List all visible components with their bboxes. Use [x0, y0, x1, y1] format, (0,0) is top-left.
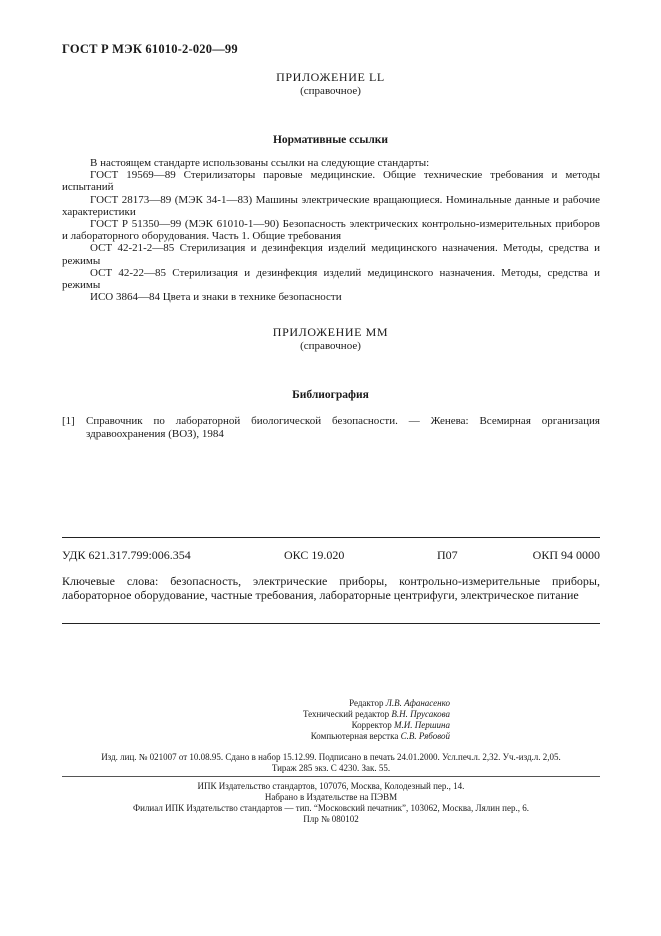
ref-item: ОСТ 42-22—85 Стерилизация и дезинфекция изделий медицинского назначения. Методы, средства и режимы	[62, 266, 600, 292]
group-code: П07	[437, 548, 458, 562]
bibliography-title: Библиография	[292, 389, 369, 401]
credit-role: Корректор	[351, 720, 392, 730]
standard-code-header: ГОСТ Р МЭК 61010-2-020—99	[62, 42, 238, 56]
ref-item: ОСТ 42-21-2—85 Стерилизация и дезинфекция изделий медицинского назначения. Методы, средства и режимы	[62, 242, 600, 267]
bibliography-item-text: Справочник по лабораторной биологической безопасности. — Женева: Всемирная организация здравоохранения (ВОЗ), 1984	[86, 415, 600, 440]
udk-code: УДК 621.317.799:006.354	[62, 548, 191, 562]
ref-item: ИСО 3864—84 Цвета и знаки в технике безопасности	[90, 291, 342, 304]
publisher-info	[62, 781, 600, 825]
credit-role: Редактор	[349, 698, 384, 708]
ref-item: ГОСТ 28173—89 (МЭК 34-1—83) Машины электрические вращающиеся. Номинальные данные и рабочие характеристики	[62, 193, 600, 218]
credit-line	[250, 698, 450, 709]
credit-line	[250, 709, 450, 720]
credit-name: В.Н. Прусакова	[391, 709, 450, 719]
credit-name: М.И. Першина	[394, 720, 450, 730]
publisher-line: Набрано в Издательстве на ПЭВМ	[264, 792, 398, 802]
normative-refs-list	[62, 157, 600, 303]
print-info-line: Изд. лиц. № 021007 от 10.08.95. Сдано в набор 15.12.99. Подписано в печать 24.01.2000. Усл.печ.л. 2,32. Уч.-изд.л. 2,05.	[101, 752, 561, 762]
print-info-line: Тираж 285 экз. С 4230. Зак. 55.	[271, 763, 391, 773]
refs-intro: В настоящем стандарте использованы ссылки на следующие стандарты:	[90, 157, 430, 169]
credit-role: Компьютерная верстка	[310, 731, 399, 741]
annex-mm-heading	[0, 325, 661, 352]
keywords: Ключевые слова: безопасность, электрические приборы, контрольно-измерительные приборы, лабораторное оборудование, частные требования, лабораторные центрифуги, электрическое питание	[62, 574, 600, 602]
bibliography-item-number: [1]	[62, 415, 75, 427]
ref-item: ГОСТ 19569—89 Стерилизаторы паровые медицинские. Общие технические требования и методы испытаний	[62, 169, 600, 194]
bibliography-list	[62, 415, 600, 441]
credit-name: С.В. Рябовой	[400, 731, 450, 741]
annex-mm-title: ПРИЛОЖЕНИЕ ММ	[272, 325, 389, 339]
bibliography-item	[62, 415, 600, 441]
annex-mm-subtitle: (справочное)	[300, 340, 361, 352]
credit-line	[250, 731, 450, 742]
annex-ll-subtitle: (справочное)	[300, 85, 361, 97]
oks-code: ОКС 19.020	[284, 548, 345, 562]
print-info	[62, 752, 600, 774]
bottom-divider	[62, 623, 600, 624]
publisher-line: ИПК Издательство стандартов, 107076, Москва, Колодезный пер., 14.	[197, 781, 465, 791]
normative-refs-title: Нормативные ссылки	[272, 134, 389, 146]
publisher-line: Плр № 080102	[303, 814, 359, 824]
okp-code: ОКП 94 0000	[532, 548, 600, 562]
credit-line	[250, 720, 450, 731]
ref-item: ГОСТ Р 51350—99 (МЭК 61010-1—90) Безопасность электрических контрольно-измерительных приборов и лабораторного оборудования. Часть 1. Общие требования	[62, 218, 600, 243]
top-divider	[62, 537, 600, 538]
credit-role: Технический редактор	[302, 709, 390, 719]
annex-ll-heading	[0, 70, 661, 97]
credit-name: Л.В. Афанасенко	[385, 698, 450, 708]
credits-block	[250, 698, 450, 742]
imprint-divider	[62, 776, 600, 777]
annex-ll-title: ПРИЛОЖЕНИЕ LL	[276, 70, 385, 84]
publisher-line: Филиал ИПК Издательство стандартов — тип. “Московский печатник”, 103062, Москва, Лялин пер., 6.	[133, 803, 529, 813]
